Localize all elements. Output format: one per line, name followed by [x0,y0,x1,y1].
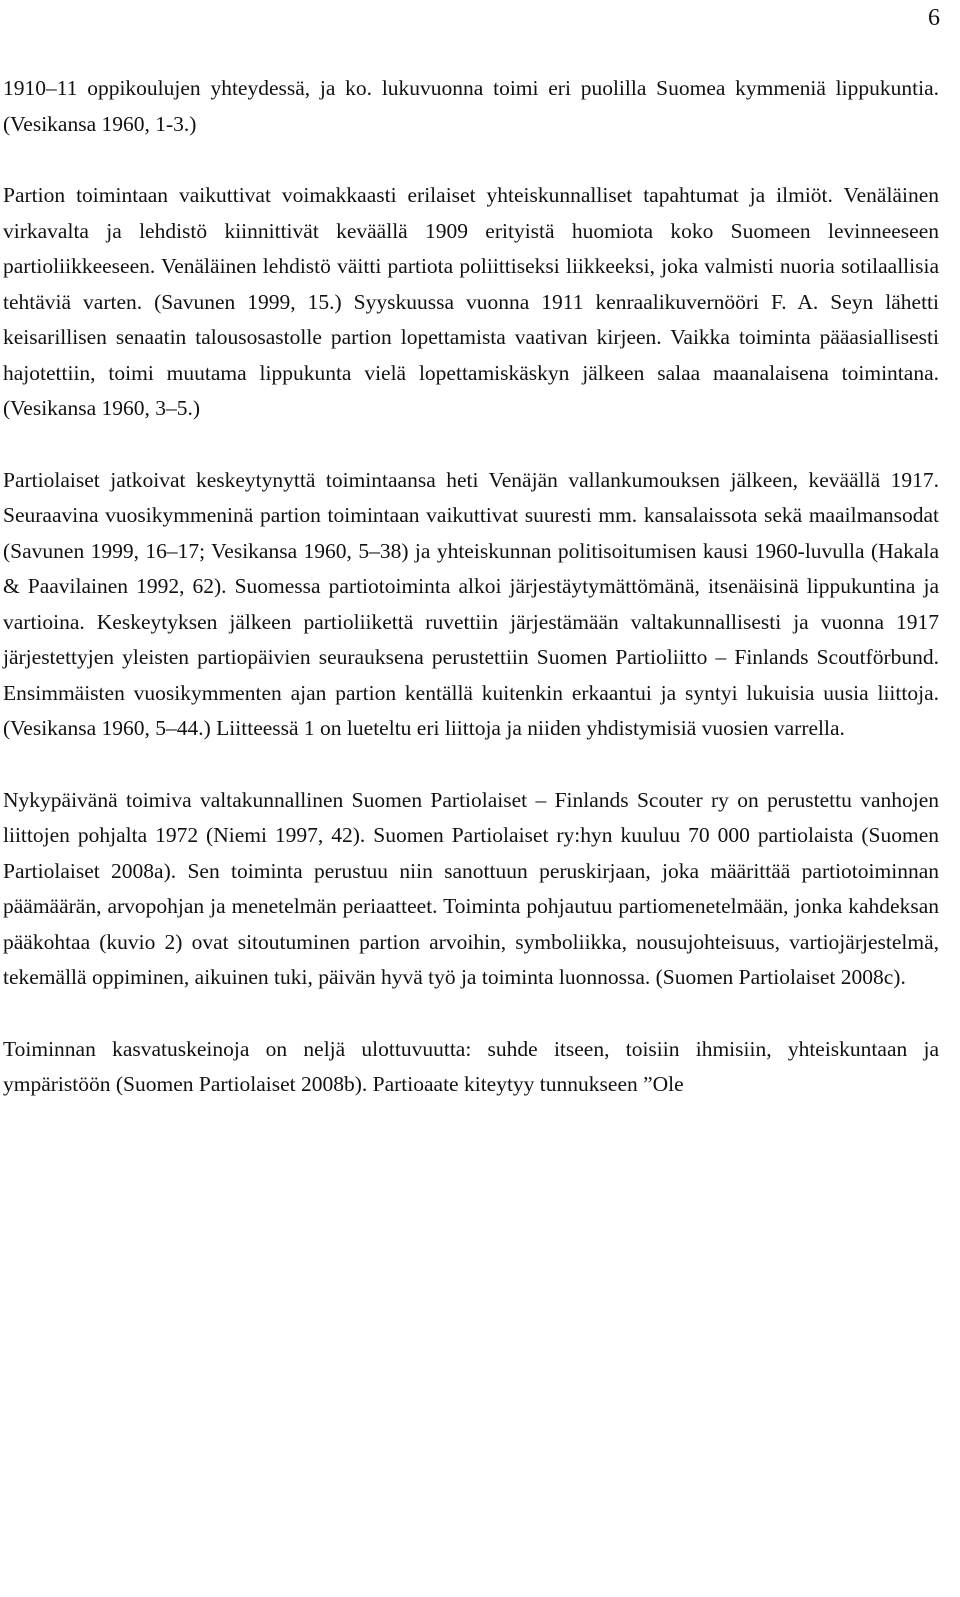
document-body [3,71,939,1103]
paragraph-1: 1910–11 oppikoulujen yhteydessä, ja ko. lukuvuonna toimi eri puolilla Suomea kymmeniä lippukuntia. (Vesikansa 1960, 1-3.) [3,76,939,136]
paragraph-3: Partiolaiset jatkoivat keskeytynyttä toimintaansa heti Venäjän vallankumouksen jälkeen, keväällä 1917. Seuraavina vuosikymmeninä partion toimintaan vaikuttivat suuresti mm. kansalaissota sekä maailmansodat (Savunen 1999, 16–17; Vesikansa 1960, 5–38) ja yhteiskunnan politisoitumisen kausi 1960-luvulla (Hakala & Paavilainen 1992, 62). Suomessa partiotoiminta alkoi järjestäytymättömänä, itsenäisinä lippukuntina ja vartioina. Keskeytyksen jälkeen partioliikettä ruvettiin järjestämään valtakunnallisesti ja vuonna 1917 järjestettyjen yleisten partiopäivien seurauksena perustettiin Suomen Partioliitto – Finlands Scoutförbund. Ensimmäisten vuosikymmenten ajan partion kentällä kuitenkin erkaantui ja syntyi lukuisia uusia liittoja. (Vesikansa 1960, 5–44.) Liitteessä 1 on lueteltu eri liittoja ja niiden yhdistymisiä vuosien varrella. [3,467,939,740]
paragraph-5: Toiminnan kasvatuskeinoja on neljä ulottuvuutta: suhde itseen, toisiin ihmisiin, yhteiskuntaan ja ympäristöön (Suomen Partiolaiset 2008b). Partioaate kiteytyy tunnukseen ”Ole [3,1036,939,1096]
paragraph-4: Nykypäivänä toimiva valtakunnallinen Suomen Partiolaiset – Finlands Scouter ry on perustettu vanhojen liittojen pohjalta 1972 (Niemi 1997, 42). Suomen Partiolaiset ry:hyn kuuluu 70 000 partiolaista (Suomen Partiolaiset 2008a). Sen toiminta perustuu niin sanottuun peruskirjaan, joka määrittää partiotoiminnan päämäärän, arvopohjan ja menetelmän periaatteet. Toiminta pohjautuu partiomenetelmään, jonka kahdeksan pääkohtaa (kuvio 2) ovat sitoutuminen partion arvoihin, symboliikka, nousujohteisuus, vartiojärjestelmä, tekemällä oppiminen, aikuinen tuki, päivän hyvä työ ja toiminta luonnossa. (Suomen Partiolaiset 2008c). [3,787,939,989]
paragraph-2: Partion toimintaan vaikuttivat voimakkaasti erilaiset yhteiskunnalliset tapahtumat ja ilmiöt. Venäläinen virkavalta ja lehdistö kiinnittivät keväällä 1909 erityistä huomiota koko Suomeen levinneeseen partioliikkeeseen. Venäläinen lehdistö väitti partiota poliittiseksi liikkeeksi, joka valmisti nuoria sotilaallisia tehtäviä varten. (Savunen 1999, 15.) Syyskuussa vuonna 1911 kenraalikuvernööri F. A. Seyn lähetti keisarillisen senaatin talousosastolle partion lopettamista vaativan kirjeen. Vaikka toiminta pääasiallisesti hajotettiin, toimi muutama lippukunta vielä lopettamiskäskyn jälkeen salaa maanalaisena toimintana. (Vesikansa 1960, 3–5.) [3,183,939,420]
page-number: 6 [928,5,940,31]
